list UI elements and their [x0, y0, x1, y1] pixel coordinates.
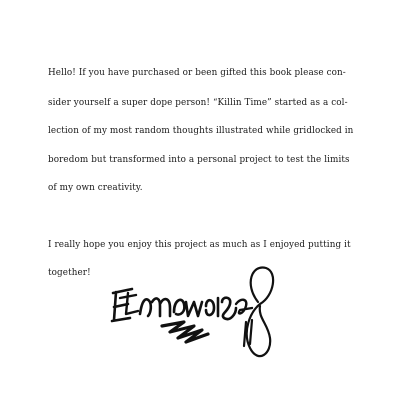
handwritten-signature [110, 262, 280, 372]
paragraph-1-line-5: of my own creativity. [48, 183, 143, 193]
paragraph-1-line-1: Hello! If you have purchased or been gifted this book please con- [48, 68, 346, 78]
paragraph-2-line-2: together! [48, 268, 91, 278]
paragraph-1-line-3: lection of my most random thoughts illustrated while gridlocked in [48, 126, 354, 136]
paragraph-1-line-4: boredom but transformed into a personal project to test the limits [48, 155, 350, 165]
signature-drawing [110, 262, 280, 372]
paragraph-1-line-2: sider yourself a super dope person! “Killin Time” started as a col- [48, 98, 348, 108]
paragraph-2-line-1: I really hope you enjoy this project as much as I enjoyed putting it [48, 240, 351, 250]
